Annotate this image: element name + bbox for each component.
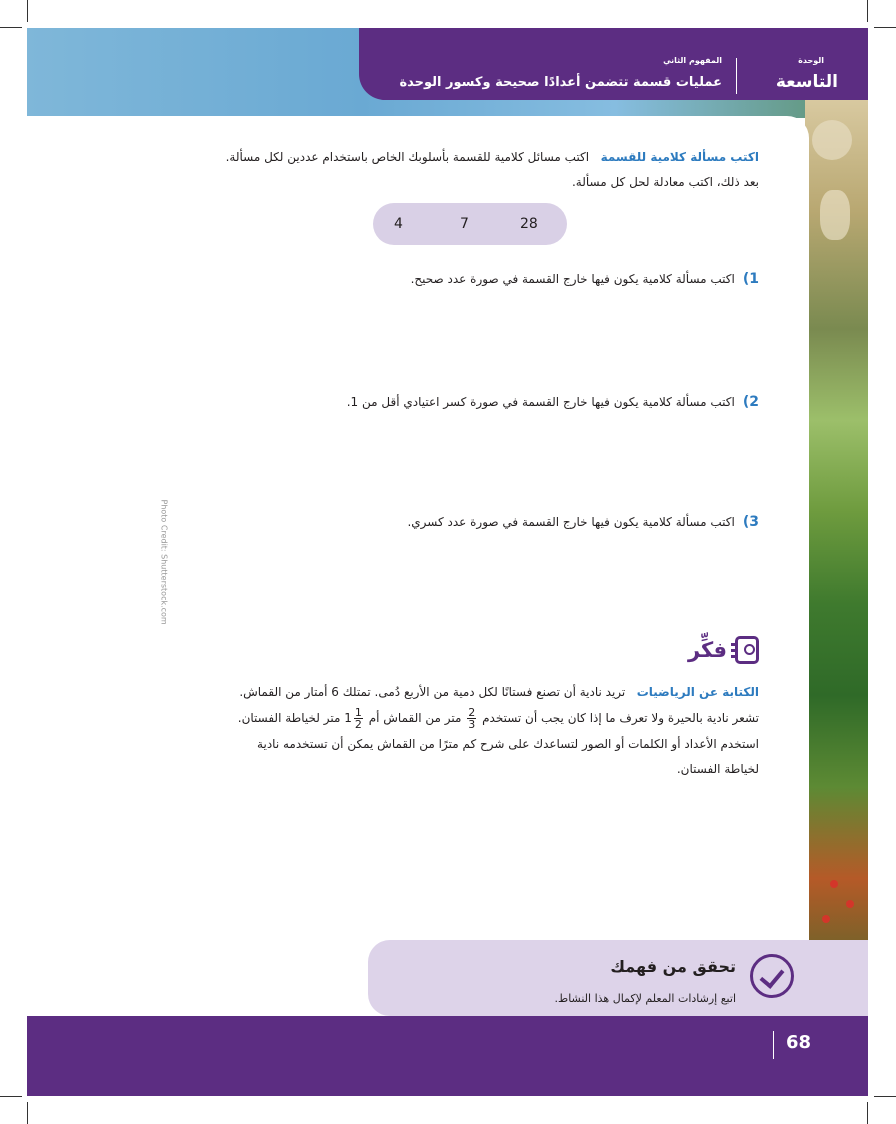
question-3: 3)اكتب مسألة كلامية يكون فيها خارج القسمة في صورة عدد كسري. bbox=[407, 514, 759, 530]
photo-flower bbox=[830, 880, 838, 888]
page-divider bbox=[773, 1031, 774, 1059]
chapter-header bbox=[359, 28, 868, 100]
crop-mark bbox=[867, 1102, 868, 1124]
footer-band bbox=[27, 1016, 868, 1096]
number-value: 7 bbox=[460, 216, 469, 232]
mixed-number: 1 $\frac{1}{2}$ bbox=[344, 706, 362, 731]
photo-flower bbox=[846, 900, 854, 908]
intro-heading: اكتب مسألة كلامية للقسمة bbox=[600, 150, 759, 164]
content-card bbox=[27, 116, 809, 1016]
number-pill bbox=[373, 203, 567, 245]
photo-detail bbox=[812, 120, 852, 160]
think-line-2: تشعر نادية بالحيرة ولا تعرف ما إذا كان يجب أن تستخدم $\frac{2}{3}$ متر من القماش أم 1 $\frac{1}{2}$ متر لخياطة الفستان. bbox=[237, 706, 759, 731]
intro-line-1: اكتب مسألة كلامية للقسمة اكتب مسائل كلامية للقسمة بأسلوبك الخاص باستخدام عددين لكل مسألة. bbox=[225, 150, 759, 164]
page-number: 68 bbox=[786, 1032, 812, 1053]
photo-flower bbox=[822, 915, 830, 923]
unit-value: التاسعة bbox=[775, 72, 838, 92]
number-value: 28 bbox=[520, 216, 538, 232]
concept-label: المفهوم الثاني bbox=[663, 56, 722, 65]
question-1: 1)اكتب مسألة كلامية يكون فيها خارج القسمة في صورة عدد صحيح. bbox=[410, 271, 759, 287]
crop-mark bbox=[874, 27, 896, 28]
crop-mark bbox=[0, 1096, 22, 1097]
think-heading: الكتابة عن الرياضيات bbox=[636, 685, 759, 699]
think-title: فكِّر bbox=[687, 638, 727, 662]
photo-detail bbox=[820, 190, 850, 240]
crop-mark bbox=[27, 1102, 28, 1124]
unit-label: الوحدة bbox=[798, 56, 824, 65]
question-2: 2)اكتب مسألة كلامية يكون فيها خارج القسمة في صورة كسر اعتيادي أقل من 1. bbox=[346, 394, 759, 410]
concept-title: عمليات قسمة تتضمن أعدادًا صحيحة وكسور الوحدة bbox=[399, 75, 722, 90]
checkmark-icon bbox=[750, 954, 794, 998]
think-line-1: الكتابة عن الرياضيات تريد نادية أن تصنع فستانًا لكل دمية من الأربع دُمى. تمتلك 6 أمتار من القماش. bbox=[239, 685, 759, 699]
intro-line-2: بعد ذلك، اكتب معادلة لحل كل مسألة. bbox=[571, 175, 759, 189]
check-title: تحقق من فهمك bbox=[610, 957, 736, 976]
think-line-3: استخدم الأعداد أو الكلمات أو الصور لتساعدك على شرح كم مترًا من القماش يمكن أن تستخدمه نادية bbox=[257, 737, 759, 751]
number-value: 4 bbox=[394, 216, 403, 232]
header-divider bbox=[736, 58, 737, 94]
photo-credit: Photo Credit: Shutterstock.com bbox=[159, 499, 169, 625]
notebook-icon bbox=[735, 636, 759, 664]
crop-mark bbox=[27, 0, 28, 22]
think-line-4: لخياطة الفستان. bbox=[676, 762, 759, 776]
crop-mark bbox=[867, 0, 868, 22]
fraction-two-thirds: $\frac{2}{3}$ bbox=[468, 706, 476, 731]
think-section bbox=[688, 636, 759, 664]
crop-mark bbox=[874, 1096, 896, 1097]
check-subtitle: اتبع إرشادات المعلم لإكمال هذا النشاط. bbox=[554, 992, 736, 1005]
crop-mark bbox=[0, 27, 22, 28]
